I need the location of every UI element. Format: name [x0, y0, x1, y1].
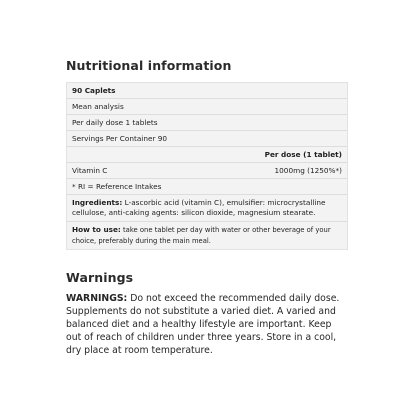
- warnings-body: Do not exceed the recommended daily dose. Supplements do not substitute a varied diet. A varied and balanced diet and a healthy lifestyle are important. Keep out of reach of children under three years. Store in a cool, dry place at room temperature.: [66, 293, 340, 356]
- vitamin-value: 1000mg (1250%*): [274, 165, 342, 175]
- mean-analysis-row: Mean analysis: [67, 99, 347, 115]
- warnings-heading: Warnings: [66, 270, 134, 285]
- ingredients-text: L-ascorbic acid (vitamin C), emulsifier: microcrystalline cellulose, anti-caking agents: silicon dioxide, magnesium stearate.: [72, 197, 326, 218]
- ingredients-row: [67, 195, 347, 222]
- nutrition-table: [66, 82, 348, 250]
- ri-note-row: * RI = Reference Intakes: [67, 179, 347, 195]
- how-to-use-text: take one tablet per day with water or other beverage of your choice, preferably during the main meal.: [72, 226, 331, 245]
- servings-row: Servings Per Container 90: [67, 131, 347, 147]
- warnings-label: WARNINGS:: [66, 293, 128, 304]
- how-to-use-label: How to use:: [72, 225, 121, 235]
- vitamin-name: Vitamin C: [72, 165, 108, 175]
- per-dose-header-row: Per dose (1 tablet): [67, 147, 347, 163]
- warnings-text: [66, 292, 348, 357]
- how-to-use-row: [67, 222, 347, 249]
- vitamin-c-row: [67, 163, 347, 179]
- per-daily-dose-row: Per daily dose 1 tablets: [67, 115, 347, 131]
- ingredients-label: Ingredients:: [72, 197, 123, 207]
- nutrition-heading: Nutritional information: [66, 58, 232, 73]
- caplets-row: 90 Caplets: [67, 83, 347, 99]
